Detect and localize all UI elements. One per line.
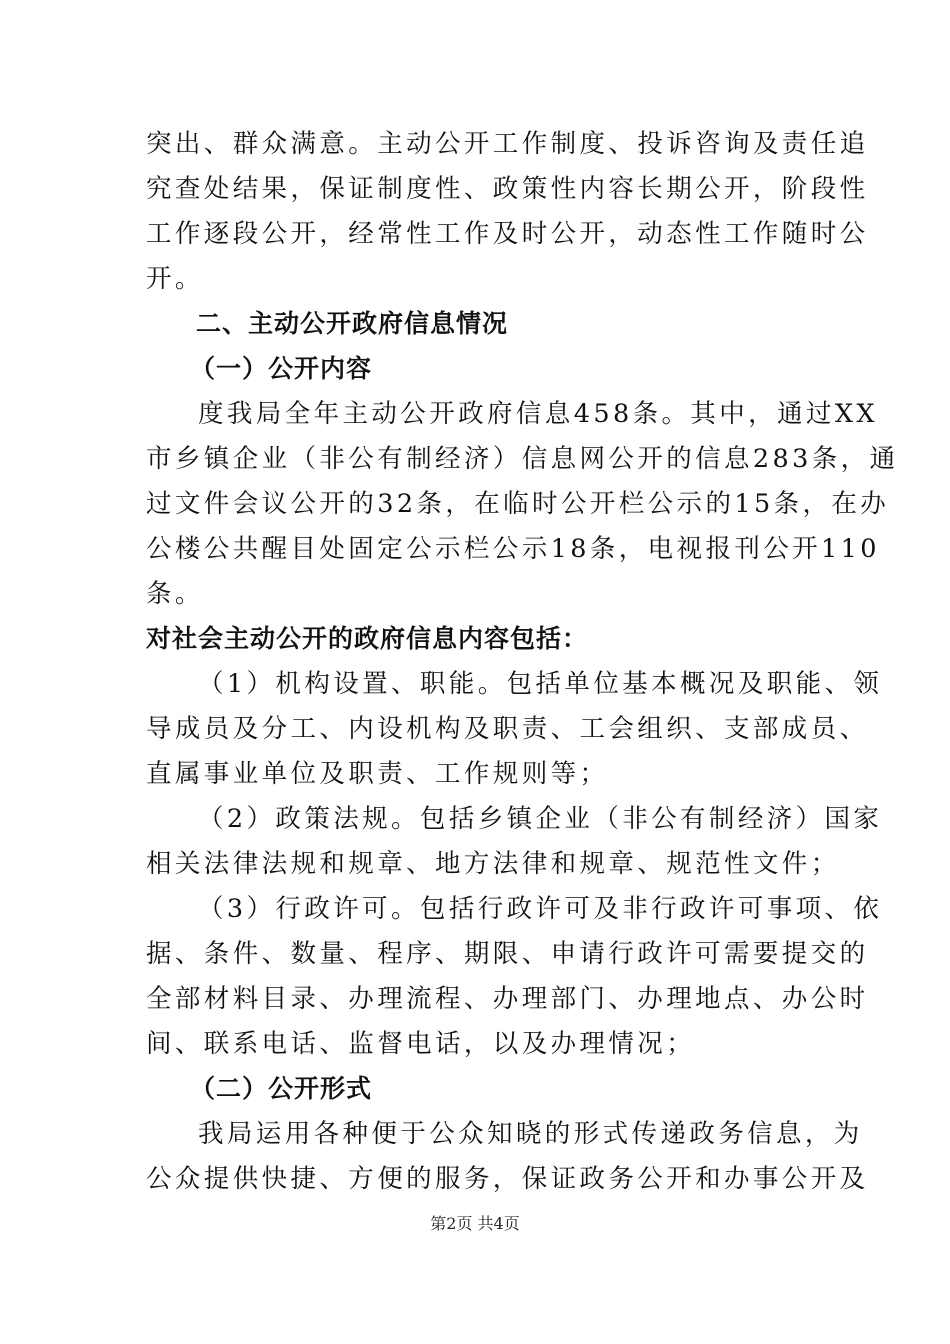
body-text-line: 过文件会议公开的32条，在临时公开栏公示的15条，在办 xyxy=(146,489,890,519)
body-text-line: 据、条件、数量、程序、期限、申请行政许可需要提交的 xyxy=(146,939,869,969)
body-text-line: 间、联系电话、监督电话，以及办理情况； xyxy=(146,1029,696,1059)
body-text-line: 导成员及分工、内设机构及职责、工会组织、支部成员、 xyxy=(146,714,869,744)
body-text-line: 公楼公共醒目处固定公示栏公示18条，电视报刊公开110 xyxy=(146,534,880,564)
body-text-line: 条。 xyxy=(146,579,204,609)
page-footer: 第2页 共4页 xyxy=(430,1214,520,1233)
body-text-line: 全部材料目录、办理流程、办理部门、办理地点、办公时 xyxy=(146,984,869,1014)
body-text-line: （3）行政许可。包括行政许可及非行政许可事项、依 xyxy=(198,894,883,924)
body-text-line: 相关法律法规和规章、地方法律和规章、规范性文件； xyxy=(146,849,840,879)
body-text-line: 开。 xyxy=(146,264,204,294)
body-text-line: 市乡镇企业（非公有制经济）信息网公开的信息283条，通 xyxy=(146,444,899,474)
body-text-line: 究查处结果，保证制度性、政策性内容长期公开，阶段性 xyxy=(146,174,869,204)
subsection-heading: （二）公开形式 xyxy=(190,1074,373,1103)
body-text-line: （2）政策法规。包括乡镇企业（非公有制经济）国家 xyxy=(198,804,883,834)
content-list-heading: 对社会主动公开的政府信息内容包括： xyxy=(146,624,589,653)
body-text-line: 突出、群众满意。主动公开工作制度、投诉咨询及责任追 xyxy=(146,129,869,159)
body-text-line: （1）机构设置、职能。包括单位基本概况及职能、领 xyxy=(198,669,883,699)
body-text-line: 我局运用各种便于公众知晓的形式传递政务信息，为 xyxy=(198,1119,863,1149)
body-text-line: 工作逐段公开，经常性工作及时公开，动态性工作随时公 xyxy=(146,219,869,249)
body-text-line: 直属事业单位及职责、工作规则等； xyxy=(146,759,609,789)
subsection-heading: （一）公开内容 xyxy=(190,354,373,383)
body-text-line: 度我局全年主动公开政府信息458条。其中，通过XX xyxy=(198,399,878,429)
body-text-line: 公众提供快捷、方便的服务，保证政务公开和办事公开及 xyxy=(146,1164,869,1194)
section-heading: 二、主动公开政府信息情况 xyxy=(196,309,509,338)
